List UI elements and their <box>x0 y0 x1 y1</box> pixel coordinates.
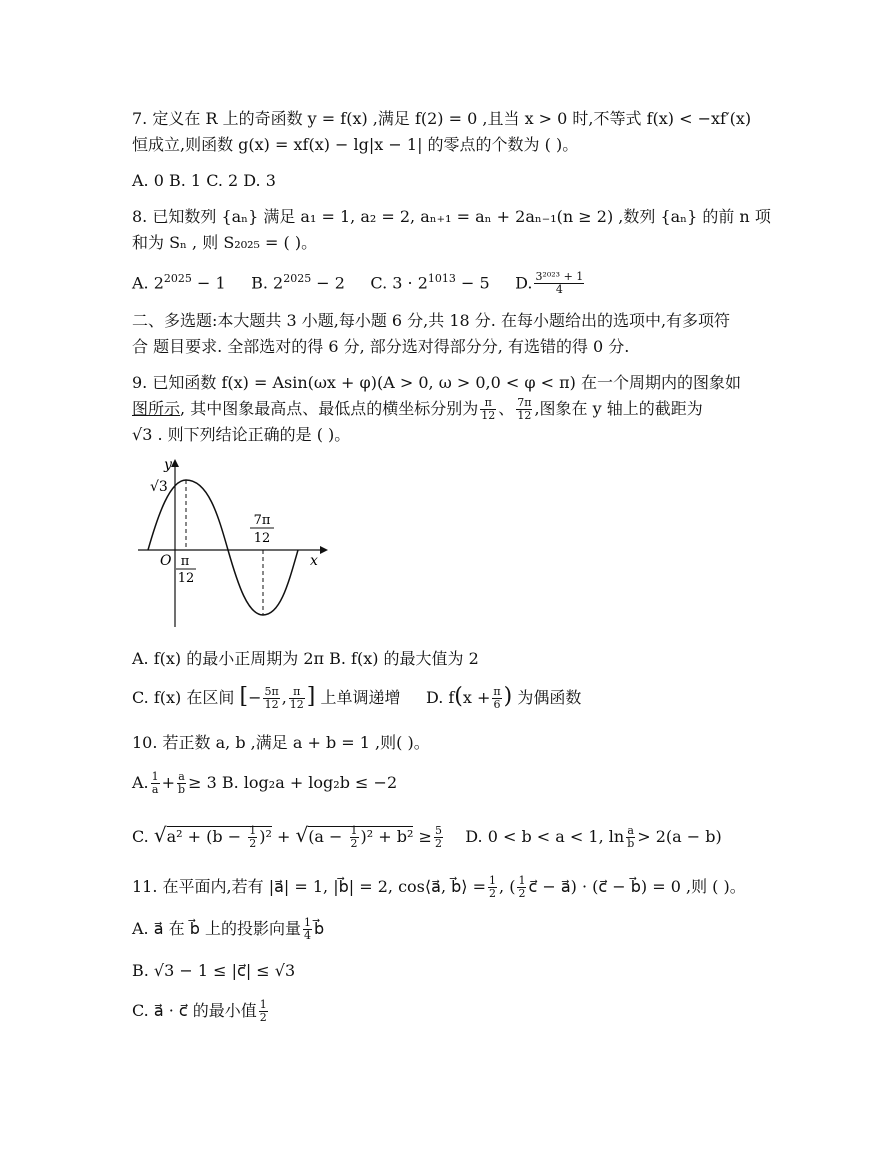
q9-figure-ref: 图所示 <box>132 399 181 418</box>
q10-opta-rest: ≥ 3 B. log₂a + log₂b ≤ −2 <box>188 773 398 792</box>
section2-line1: 二、多选题:本大题共 3 小题,每小题 6 分,共 18 分. 在每小题给出的选项中,有多项符 <box>132 311 731 330</box>
q9-optc-right <box>289 686 305 711</box>
q8-opt-b: B. 2 <box>251 273 284 293</box>
q9-optd-den: 6 <box>493 698 501 711</box>
q9-frac-min-num: 7π <box>517 396 532 409</box>
q9-line2-end: ,图象在 y 轴上的截距为 <box>534 399 703 418</box>
q8-line1: 8. 已知数列 {aₙ} 满足 a₁ = 1, a₂ = 2, aₙ₊₁ = aₙ + 2aₙ₋₁(n ≥ 2) ,数列 {aₙ} 的前 n 项 <box>132 207 771 226</box>
q9-optc-right-den: 12 <box>289 698 304 711</box>
q10-options-ab: A. $\frac{1}{a}$ + $\frac{a}{b}$ ≥ 3 B. log₂a + log₂b ≤ −2 <box>132 770 398 796</box>
q9-sine-graph <box>130 455 340 630</box>
q9-line1: 9. 已知函数 f(x) = Asin(ωx + φ)(A > 0, ω > 0,0 < φ < π) 在一个周期内的图象如 <box>132 373 741 392</box>
q11-optc: C. a⃗ · c⃗ 的最小值 $\frac{1}{2}$ <box>132 998 267 1024</box>
q7-options: A. 0 B. 1 C. 2 D. 3 <box>132 171 276 190</box>
q11-opta-tail: b⃗ <box>313 919 325 938</box>
y-axis-label: y <box>164 457 172 473</box>
q8-opt-a-tail: − 1 <box>191 273 226 293</box>
y-axis-arrow <box>171 459 179 467</box>
q9-optc-left-den: 12 <box>264 698 279 711</box>
q8-opt-d: D. <box>515 273 533 293</box>
q9-optd-a: D. f <box>425 688 455 707</box>
x-axis-arrow <box>320 546 328 554</box>
q8-options <box>132 266 772 296</box>
q9-optd-frac <box>492 686 501 711</box>
q8-opt-c: C. 3 · 2 <box>370 273 428 293</box>
q11-line1: 11. 在平面内,若有 |a⃗| = 1, |b⃗| = 2, cos⟨a⃗, b⃗⟩ = $\frac{1}{2}$ , ( $\frac{1}{2}$ c⃗ − a⃗) · (c⃗ − b⃗) = 0 ,则 ( )。 <box>132 874 746 900</box>
q8-opt-b-tail: − 2 <box>311 273 345 293</box>
q8-opt-d-den: 4 <box>555 283 563 297</box>
q10-options-cd: C. √a² + (b − $\frac{1}{2}$ )² + √(a − $\frac{1}{2}$ )² + b² ≥ $\frac{5}{2}$ D. 0 < b < a < 1, ln $\frac{a}{b}$ > 2(a − b) <box>132 823 722 850</box>
q9-optc-right-num: π <box>289 686 305 699</box>
q10-optd-rest: > 2(a − b) <box>637 827 722 846</box>
section2-line2: 合 题目要求. 全部选对的得 6 分, 部分选对得部分分, 有选错的得 0 分. <box>132 337 630 356</box>
origin-label: O <box>160 553 172 569</box>
q9-options-cd: C. f(x) 在区间 [− $\frac{5\pi}{12}$ , $\frac{\pi}{12}$ ] 上单调递增 D. f(x + $\frac{\pi}{6}$ ) 为偶函数 <box>132 684 582 711</box>
q7-line1: 7. 定义在 R 上的奇函数 y = f(x) ,满足 f(2) = 0 ,且当 x > 0 时,不等式 f(x) < −xf′(x) <box>132 109 752 128</box>
q11-opta: A. a⃗ 在 b⃗ 上的投影向量 $\frac{1}{4}$ b⃗ <box>132 916 325 942</box>
sine-curve <box>148 480 298 615</box>
y-intercept-label: √3 <box>150 479 168 495</box>
q9-frac-max-num: π <box>480 397 496 410</box>
q10-line1: 10. 若正数 a, b ,满足 a + b = 1 ,则( )。 <box>132 733 430 752</box>
q8-opt-c-tail: − 5 <box>455 273 490 293</box>
q9-sep: 、 <box>498 399 515 418</box>
q9-frac-max <box>480 397 496 422</box>
q10-optd: D. 0 < b < a < 1, ln <box>465 827 625 846</box>
q11-line1-c: c⃗ − a⃗) · (c⃗ − b⃗) = 0 ,则 ( )。 <box>528 877 746 896</box>
q10-optc-rest: ≥ <box>418 827 432 846</box>
q7-line2: 恒成立,则函数 g(x) = xf(x) − lg|x − 1| 的零点的个数为 ( )。 <box>132 135 579 154</box>
q10-opta: A. <box>132 773 149 792</box>
q11-optb: B. √3 − 1 ≤ |c⃗| ≤ √3 <box>132 961 296 980</box>
q9-line2-rest: , 其中图象最高点、最低点的横坐标分别为 <box>180 399 479 418</box>
q11-optc-text: C. a⃗ · c⃗ 的最小值 <box>132 1001 257 1020</box>
q9-frac-min <box>516 397 532 422</box>
q8-opt-d-num: 3²⁰²³ + 1 <box>535 270 584 284</box>
x-axis-label: x <box>310 553 318 569</box>
q9-options-ab: A. f(x) 的最小正周期为 2π B. f(x) 的最大值为 2 <box>132 649 479 668</box>
q11-line1-a: 11. 在平面内,若有 |a⃗| = 1, |b⃗| = 2, cos⟨a⃗, b⃗⟩ = <box>132 877 487 896</box>
q9-optc-left <box>263 686 279 711</box>
max-x-den: 12 <box>177 571 195 586</box>
q9-line3: √3 . 则下列结论正确的是 ( )。 <box>132 425 351 444</box>
min-x-den: 12 <box>253 531 271 546</box>
q9-line2 <box>132 396 772 422</box>
q8-opt-a-exp: 2025 <box>163 272 192 285</box>
q8-opt-b-exp: 2025 <box>283 272 312 285</box>
q9-frac-max-den: 12 <box>481 409 496 422</box>
q8-line2: 和为 Sₙ , 则 S₂₀₂₅ = ( )。 <box>132 233 318 252</box>
q11-line1-b: , ( <box>499 877 516 896</box>
q8-opt-d-frac <box>534 271 584 296</box>
q8-opt-c-exp: 1013 <box>427 272 456 285</box>
q8-opt-a: A. 2 <box>132 273 164 293</box>
q9-optc-b: 上单调递增 <box>320 688 401 707</box>
q9-optc-a: C. f(x) 在区间 <box>132 688 235 707</box>
q9-optc-left-num: 5π <box>264 685 279 698</box>
q10-optc: C. <box>132 827 149 846</box>
max-x-num: π <box>180 554 190 569</box>
q9-optd-b: 为偶函数 <box>517 688 582 707</box>
q9-frac-min-den: 12 <box>517 409 532 422</box>
q9-optd-num: π <box>493 685 501 698</box>
min-x-num: 7π <box>253 513 271 528</box>
q11-opta-text: A. a⃗ 在 b⃗ 上的投影向量 <box>132 919 301 938</box>
